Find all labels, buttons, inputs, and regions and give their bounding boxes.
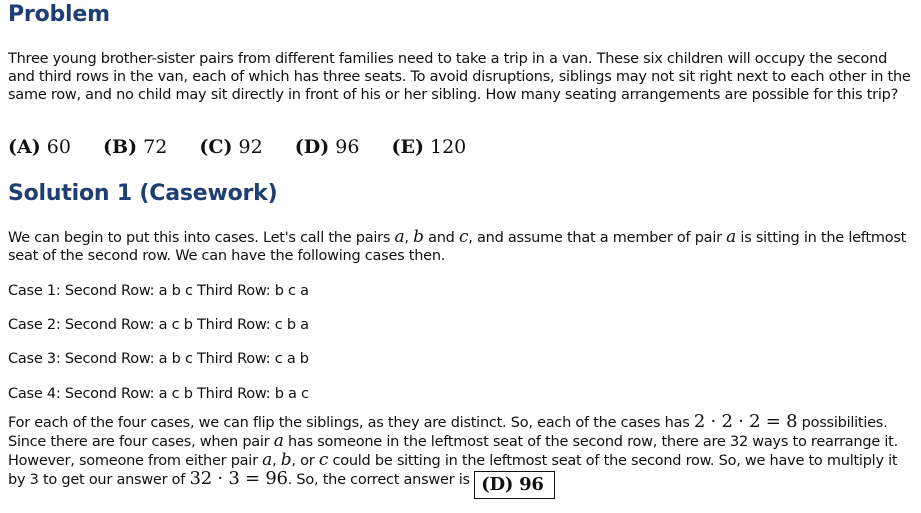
math-var-a: a <box>273 431 284 451</box>
math-expression: 2 · 2 · 2 = 8 <box>693 411 798 432</box>
choice-letter: (B) <box>103 136 138 158</box>
intro-text: , <box>404 230 414 246</box>
choice-value: 92 <box>238 136 263 158</box>
math-var-a: a <box>262 450 273 470</box>
intro-text: is sitting in the leftmost seat of the second row. We can have the following cases then. <box>8 230 907 264</box>
answer-choices <box>8 136 492 158</box>
choice-letter: (D) <box>294 136 330 158</box>
solution-heading: Solution 1 (Casework) <box>8 181 278 206</box>
choice-letter: (A) <box>8 136 41 158</box>
conclusion-text: . So, the correct answer is <box>287 472 475 488</box>
conclusion-text: could be sitting in the leftmost seat of the second row. So, we have to multiply it by 3 to get our answer of <box>8 453 898 488</box>
math-var-c: c <box>459 227 469 247</box>
case-line: Case 2: Second Row: a c b Third Row: c b a <box>8 317 309 333</box>
case-line: Case 3: Second Row: a b c Third Row: c a b <box>8 351 309 367</box>
solution-intro <box>8 228 913 265</box>
choice-b <box>103 136 167 158</box>
case-line: Case 1: Second Row: a b c Third Row: b c a <box>8 283 309 299</box>
choice-letter: (C) <box>199 136 233 158</box>
conclusion-text: For each of the four cases, we can flip the siblings, as they are distinct. So, each of the cases has <box>8 415 694 431</box>
conclusion-text: possibilities. Since there are four cases, when pair <box>8 415 888 450</box>
math-var-b: b <box>413 227 424 247</box>
choice-e <box>391 136 466 158</box>
conclusion-text: , <box>272 453 281 469</box>
intro-text: , and assume that a member of pair <box>468 230 727 246</box>
choice-a <box>8 136 71 158</box>
math-var-c: c <box>318 450 329 470</box>
boxed-answer: (D) 96 <box>474 471 554 499</box>
choice-c <box>199 136 262 158</box>
choice-value: 72 <box>143 136 168 158</box>
choice-letter: (E) <box>391 136 424 158</box>
intro-text: and <box>423 230 459 246</box>
choice-value: 60 <box>46 136 71 158</box>
math-var-a: a <box>394 227 405 247</box>
conclusion-text: , or <box>291 453 319 469</box>
problem-heading: Problem <box>8 2 110 27</box>
solution-conclusion <box>8 413 913 499</box>
math-var-a: a <box>726 227 737 247</box>
math-var-b: b <box>280 450 292 470</box>
choice-d <box>295 136 360 158</box>
conclusion-text: has someone in the leftmost seat of the second row, there are 32 ways to rearrange it. However, someone from either pair <box>8 434 898 469</box>
choice-value: 120 <box>430 136 467 158</box>
choice-value: 96 <box>335 136 360 158</box>
case-line: Case 4: Second Row: a c b Third Row: b a c <box>8 386 309 402</box>
problem-text: Three young brother-sister pairs from different families need to take a trip in a van. These six children will occupy the second and third rows in the van, each of which has three seats. To avoid disruptions, siblings may not sit right next to each other in the same row, and no child may sit directly in front of his or her sibling. How many seating arrangements are possible for this trip? <box>8 51 911 103</box>
math-expression: 32 · 3 = 96 <box>189 468 288 489</box>
intro-text: We can begin to put this into cases. Let's call the pairs <box>8 230 395 246</box>
